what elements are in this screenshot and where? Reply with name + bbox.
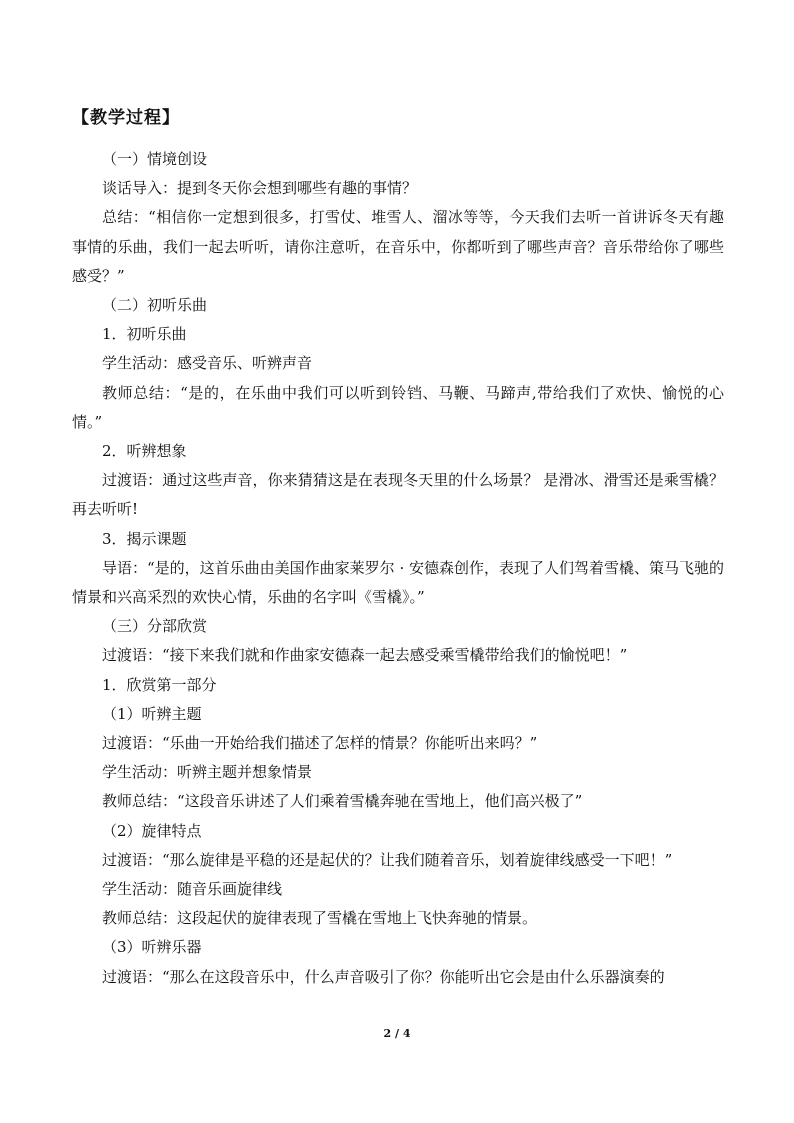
paragraph: （一）情境创设 (102, 150, 208, 168)
paragraph: 2．听辨想象 (102, 442, 187, 461)
paragraph: 谈话导入：提到冬天你会想到哪些有趣的事情？ (102, 179, 418, 198)
paragraph: （2）旋律特点 (102, 821, 202, 840)
paragraph: 过渡语：“乐曲一开始给我们描述了怎样的情景？你能听出来吗？” (102, 734, 538, 753)
paragraph: 导语：“是的，这首乐曲由美国作曲家莱罗尔 · 安德森创作，表现了人们驾着雪橇、策马飞驰的情景和兴高采烈的欢快心情，乐曲的名字叫《雪橇》。” (72, 558, 724, 607)
paragraph: 学生活动：随音乐画旋律线 (102, 880, 283, 899)
section-heading: 【教学过程】 (72, 108, 180, 128)
page-number: 2 / 4 (383, 1027, 411, 1040)
paragraph: 教师总结：“是的，在乐曲中我们可以听到铃铛、马鞭、马蹄声,带给我们了欢快、愉悦的心情。” (72, 383, 724, 431)
paragraph: 教师总结：“这段音乐讲述了人们乘着雪橇奔驰在雪地上，他们高兴极了” (102, 792, 583, 811)
paragraph: （1）听辨主题 (102, 704, 202, 723)
document-body (72, 145, 724, 992)
paragraph: 3．揭示课题 (102, 529, 187, 548)
paragraph: 1．欣赏第一部分 (102, 675, 217, 694)
paragraph: （二）初听乐曲 (102, 296, 208, 315)
paragraph: 过渡语：“接下来我们就和作曲家安德森一起去感受乘雪橇带给我们的愉悦吧！” (102, 646, 628, 665)
paragraph: 过渡语：“那么旋律是平稳的还是起伏的？让我们随着音乐，划着旋律线感受一下吧！” (102, 850, 673, 869)
paragraph: 过渡语：通过这些声音，你来猜猜这是在表现冬天里的什么场景？ 是滑冰、滑雪还是乘雪橇？再去听听! (72, 471, 724, 519)
paragraph: 过渡语：“那么在这段音乐中，什么声音吸引了你？你能听出它会是由什么乐器演奏的 (102, 967, 665, 986)
paragraph: （三）分部欣赏 (102, 617, 208, 636)
paragraph: 教师总结：这段起伏的旋律表现了雪橇在雪地上飞快奔驰的情景。 (102, 909, 538, 928)
paragraph: 1．初听乐曲 (102, 325, 187, 344)
paragraph: 学生活动：感受音乐、听辨声音 (102, 354, 313, 373)
paragraph: 学生活动：听辨主题并想象情景 (102, 763, 313, 782)
paragraph: 总结：“相信你一定想到很多，打雪仗、堆雪人、溜冰等等，今天我们去听一首讲诉冬天有趣事情的乐曲，我们一起去听听，请你注意听，在音乐中，你都听到了哪些声音？音乐带给你了哪些感受？” (72, 208, 724, 285)
paragraph: （3）听辨乐器 (102, 938, 202, 957)
